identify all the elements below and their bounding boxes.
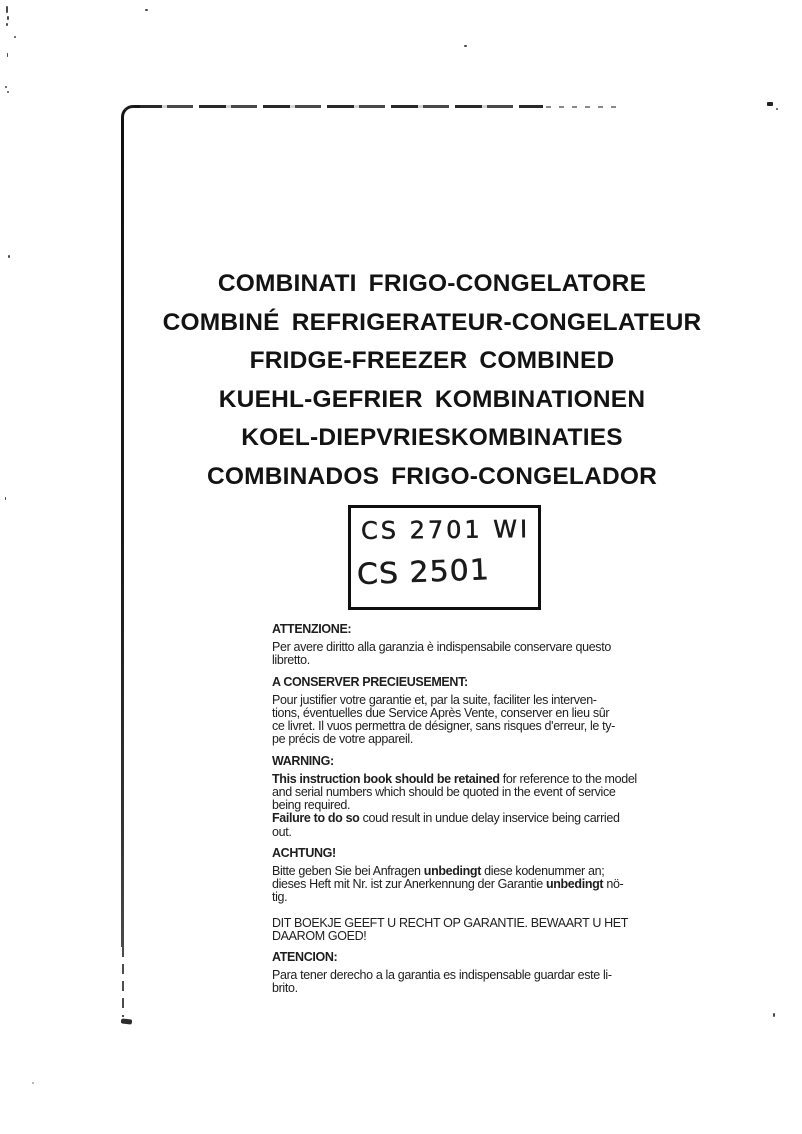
- scan-speck: [7, 53, 8, 57]
- page-left-edge-dashed: [122, 947, 124, 1017]
- scan-speck: [464, 45, 467, 47]
- text-line: [272, 982, 632, 995]
- text-segment: pe précis de votre appareil.: [272, 732, 413, 747]
- text-line: [272, 878, 632, 891]
- page-top-edge: [135, 105, 543, 108]
- model-number-secondary: CS 2501: [356, 553, 491, 592]
- section-a-conserver: [272, 676, 632, 747]
- section-atencion: [272, 951, 632, 996]
- section-heading: WARNING:: [272, 753, 334, 768]
- title-french: COMBINÉ REFRIGERATEUR-CONGELATEUR: [162, 308, 702, 336]
- section-body: [272, 969, 632, 995]
- section-body: [272, 771, 637, 839]
- text-segment: and serial numbers which should be quoted in the event of service: [272, 785, 616, 800]
- model-number-primary: CS 2701 WI: [360, 515, 531, 545]
- scan-speck: [6, 6, 8, 13]
- page-left-edge: [121, 119, 124, 947]
- title-german: KUEHL-GEFRIER KOMBINATIONEN: [218, 385, 646, 413]
- scan-speck: [5, 86, 7, 88]
- text-segment: ce livret. Il vuos permettra de désigner, sans risques d'erreur, le ty-: [272, 719, 615, 734]
- title-english: FRIDGE-FREEZER COMBINED: [249, 347, 615, 374]
- text-segment: Pour justifier votre garantie et, par la suite, faciliter les interven-: [272, 692, 597, 707]
- title-block: [92, 265, 772, 496]
- text-line: [272, 930, 632, 943]
- section-achtung: [272, 847, 632, 905]
- text-segment: out.: [272, 824, 292, 839]
- text-segment: brito.: [272, 981, 298, 996]
- text-segment: for reference to the model: [499, 771, 637, 786]
- bold-text-segment: unbedingt: [545, 877, 604, 892]
- text-line: [272, 654, 632, 667]
- bold-text-segment: This instruction book should be retained: [272, 771, 500, 786]
- section-body: [272, 865, 632, 905]
- scan-speck: [14, 36, 16, 38]
- section-body: [272, 641, 632, 667]
- text-segment: dieses Heft mit Nr. ist zur Anerkennung der Garantie: [272, 877, 546, 892]
- scan-speck: [145, 9, 148, 11]
- scan-speck: [32, 1082, 34, 1084]
- bold-text-segment: Failure to do so: [272, 811, 360, 826]
- text-segment: coud result in undue delay inservice being carried: [359, 811, 620, 826]
- page-edge-tail-mark: [121, 1018, 132, 1024]
- model-number-box: [348, 505, 541, 610]
- text-segment: DIT BOEKJE GEEFT U RECHT OP GARANTIE. BEWAART U HET: [272, 915, 629, 930]
- scan-speck: [6, 23, 8, 26]
- title-dutch: KOEL-DIEPVRIESKOMBINATIES: [241, 424, 623, 451]
- text-segment: tions, éventuelles due Service Après Vente, conserver en lieu sûr: [272, 706, 610, 721]
- section-body: [272, 917, 632, 943]
- scan-speck: [776, 108, 778, 110]
- scan-speck: [767, 102, 773, 106]
- scan-speck: [5, 497, 6, 500]
- section-heading: ACHTUNG!: [272, 845, 336, 860]
- section-warning: [272, 753, 637, 839]
- page-top-edge-faint: [546, 106, 618, 108]
- section-body: [272, 694, 632, 747]
- scan-speck: [7, 91, 9, 93]
- scan-speck: [8, 255, 10, 258]
- text-line: [272, 812, 632, 825]
- section-dutch-notice: [272, 917, 632, 943]
- text-line: [272, 969, 632, 982]
- text-segment: DAAROM GOED!: [272, 928, 367, 943]
- text-segment: Para tener derecho a la garantia es indispensable guardar este li-: [272, 968, 612, 983]
- text-segment: diese kodenummer an;: [481, 864, 605, 879]
- notice-text-column: [272, 622, 637, 996]
- text-segment: tig.: [272, 890, 288, 905]
- bold-text-segment: unbedingt: [423, 864, 482, 879]
- scan-speck: [773, 1013, 775, 1017]
- text-line: [272, 641, 632, 654]
- text-line: [272, 826, 632, 839]
- text-segment: Per avere diritto alla garanzia è indispensabile conservare questo: [272, 640, 611, 655]
- section-attenzione: [272, 623, 632, 668]
- section-heading: ATENCION:: [272, 950, 338, 965]
- section-heading: ATTENZIONE:: [272, 622, 352, 636]
- text-line: [272, 891, 632, 904]
- title-spanish: COMBINADOS FRIGO-CONGELADOR: [206, 462, 658, 490]
- text-segment: Bitte geben Sie bei Anfragen: [272, 864, 424, 879]
- text-segment: libretto.: [272, 653, 310, 668]
- section-heading: A CONSERVER PRECIEUSEMENT:: [272, 674, 468, 689]
- text-segment: being required.: [272, 798, 351, 813]
- text-segment: nö-: [603, 877, 624, 892]
- title-italian: COMBINATI FRIGO-CONGELATORE: [217, 270, 647, 297]
- scan-speck: [7, 16, 9, 20]
- text-line: [272, 733, 632, 746]
